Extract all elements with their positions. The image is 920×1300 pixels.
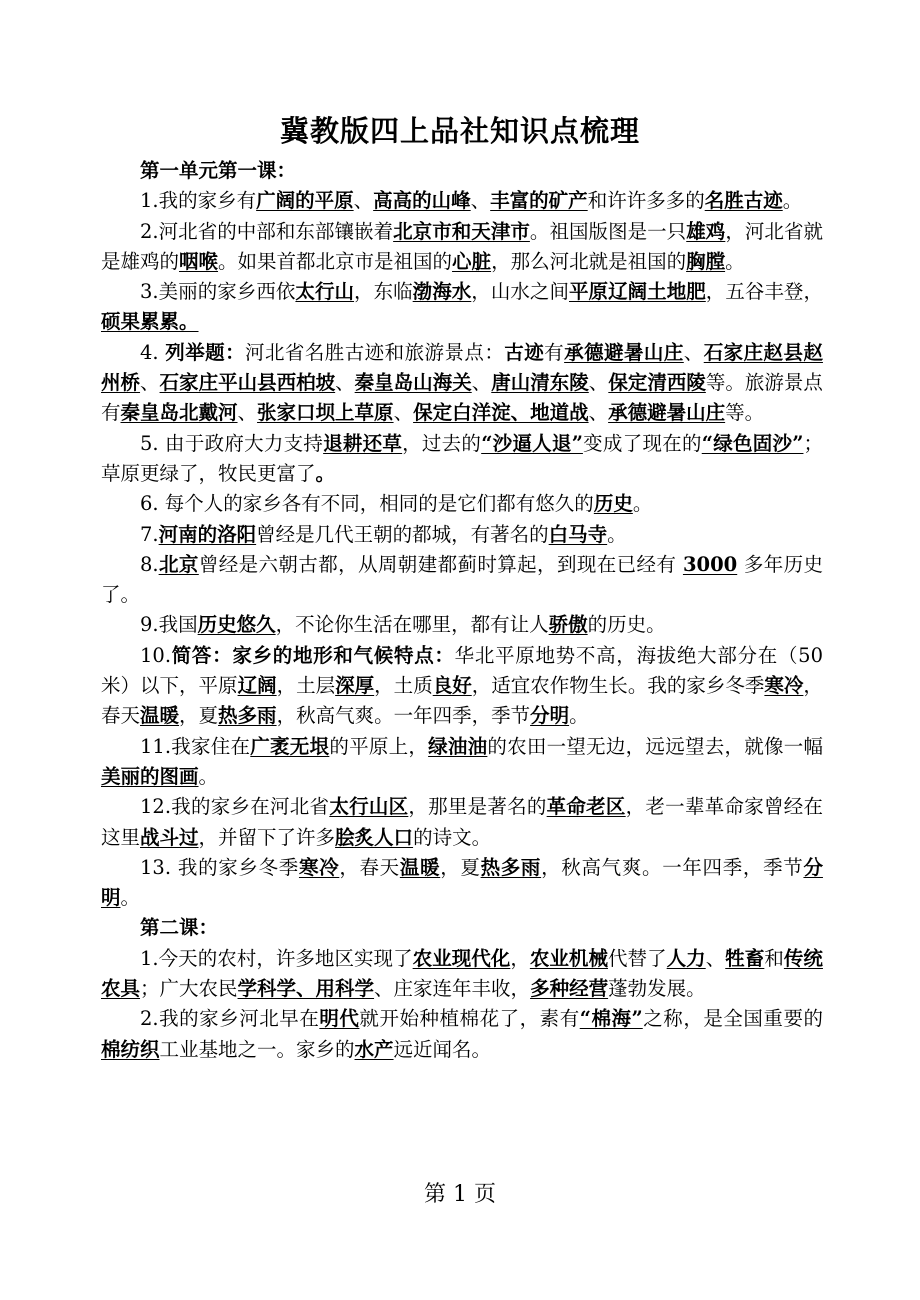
- text-run: ，秋高气爽。一年四季，季节: [276, 704, 531, 728]
- key-term: 退耕还草: [323, 431, 403, 455]
- key-term: 良好: [432, 674, 472, 698]
- text-run: 4.: [140, 340, 166, 364]
- text-run: 10.: [140, 643, 172, 667]
- text-run: 工业基地之一。家乡的: [159, 1037, 355, 1061]
- paragraph: [101, 277, 823, 338]
- key-term: 承德避暑山庄: [608, 401, 726, 425]
- key-term: 农业现代化: [412, 946, 511, 970]
- key-term: 深厚: [335, 674, 375, 698]
- key-term: 农业机械: [529, 946, 609, 970]
- key-term: 历史: [593, 492, 633, 516]
- text-run: ，夏: [440, 855, 481, 879]
- text-run: 、: [140, 371, 160, 395]
- key-term: 水产: [354, 1037, 394, 1061]
- paragraph: [101, 217, 823, 278]
- paragraph: [101, 186, 823, 216]
- page-title: 冀教版四上品社知识点梳理: [279, 114, 640, 148]
- key-term: “绿色固沙”: [701, 431, 804, 455]
- paragraph: [101, 520, 823, 550]
- text-run: 12.我的家乡在河北省: [140, 795, 330, 819]
- key-term: 雄鸡: [686, 219, 726, 243]
- text-run: 6. 每个人的家乡各有不同，相同的是它们都有悠久的: [140, 492, 594, 516]
- key-term: 北京市和天津市: [393, 219, 530, 243]
- text-run: 、: [705, 946, 726, 970]
- paragraph: [101, 853, 823, 914]
- text-run: ，过去的: [402, 431, 482, 455]
- text-run: 7.: [140, 522, 159, 546]
- text-run: 远近闻名。: [393, 1037, 492, 1061]
- key-term: “沙逼人退”: [481, 431, 583, 455]
- text-run: ，土质: [374, 674, 433, 698]
- key-term: 寒冷: [298, 855, 340, 879]
- text-run: ，东临: [354, 280, 413, 304]
- text-run: 。: [120, 886, 141, 910]
- text-run: 13. 我的家乡冬季: [140, 855, 299, 879]
- key-term: 明代: [319, 1007, 360, 1031]
- text-run: 5. 由于政府大力支持: [140, 431, 324, 455]
- page-number: 第 1 页: [424, 1182, 496, 1207]
- text-run: 河北省名胜古迹和旅游景点：: [245, 340, 505, 364]
- text-run: 、: [393, 401, 414, 425]
- paragraph: [101, 641, 823, 732]
- text-run: ，: [510, 946, 530, 970]
- key-term: 石家庄赵县赵州桥: [101, 340, 823, 395]
- section-heading: 第一单元第一课：: [140, 159, 297, 182]
- text-run: ，那么河北就是祖国的: [491, 249, 687, 273]
- bold-text: 列举题：: [165, 340, 246, 364]
- text-run: 。: [632, 492, 653, 516]
- key-term: 人力: [666, 946, 706, 970]
- section-heading: 第二课：: [140, 916, 219, 940]
- text-run: ，适宜农作物生长。我的家乡冬季: [471, 674, 765, 698]
- text-run: ，春天: [101, 674, 823, 728]
- text-run: ；广大农民: [140, 977, 238, 1001]
- text-run: 变成了现在的: [582, 431, 702, 455]
- key-term: 太行山: [295, 280, 355, 304]
- text-run: 、: [353, 189, 374, 213]
- key-term: 咽喉: [179, 249, 219, 273]
- text-run: 。: [725, 249, 745, 273]
- text-run: 代替了: [608, 946, 667, 970]
- text-run: 2.我的家乡河北早在: [140, 1007, 320, 1031]
- key-term: 革命老区: [546, 795, 626, 819]
- key-term: 保定白洋淀、地道战: [413, 401, 589, 425]
- text-run: 等。: [725, 401, 765, 425]
- text-run: 。祖国版图是一只: [529, 219, 687, 243]
- key-term: 多种经营: [530, 977, 609, 1001]
- text-run: 1.今天的农村，许多地区实现了: [140, 946, 413, 970]
- text-run: 、: [471, 371, 492, 395]
- text-run: 3.美丽的家乡西依: [140, 280, 296, 304]
- key-term: 分明: [101, 855, 823, 910]
- key-term: 石家庄平山县西柏坡: [159, 371, 336, 395]
- text-run: 、: [588, 371, 609, 395]
- paragraph: [101, 792, 823, 853]
- text-run: ，老一辈革命家曾经在这里: [101, 795, 823, 849]
- key-term: 秦皇岛北戴河: [120, 401, 238, 425]
- key-term: 张家口坝上草原: [257, 401, 394, 425]
- key-term: 绿油油: [428, 734, 488, 758]
- text-run: 的平原上，: [329, 734, 429, 758]
- paragraph: [101, 550, 823, 611]
- key-term: 唐山清东陵: [491, 371, 589, 395]
- text-run: ，那里是著名的: [408, 795, 547, 819]
- key-term: 牲畜: [725, 946, 765, 970]
- text-run: 11.我家住在: [140, 734, 251, 758]
- key-term: 广阔的平原: [256, 189, 354, 213]
- text-run: 和: [764, 946, 784, 970]
- key-term: 美丽的图画: [101, 764, 199, 788]
- key-term: 热多雨: [218, 704, 277, 728]
- key-term: 棉纺织: [101, 1037, 160, 1061]
- text-run: ，五谷丰登，: [705, 280, 823, 304]
- text-run: 。如果首都北京市是祖国的: [218, 249, 453, 273]
- text-run: 2.河北省的中部和东部镶嵌着: [140, 219, 394, 243]
- text-run: ，春天: [339, 855, 400, 879]
- text-run: 曾经是几代王朝的都城，有著名的: [256, 522, 549, 546]
- text-run: ；草原更绿了，牧民更富了: [101, 431, 823, 485]
- text-run: 多年历史了。: [101, 552, 824, 607]
- key-term: 学科学、用科学: [237, 977, 375, 1001]
- key-term: 热多雨: [480, 855, 542, 879]
- key-term: 名胜古迹: [704, 189, 783, 213]
- key-term: 历史悠久: [197, 613, 276, 637]
- document-body: [101, 156, 823, 1065]
- key-term: 北京: [158, 552, 199, 576]
- text-run: 的诗文。: [413, 825, 492, 849]
- key-term: 承德避暑山庄: [564, 340, 684, 364]
- key-term: 战斗过: [140, 825, 199, 849]
- text-run: 、庄家连年丰收，: [374, 977, 531, 1001]
- text-run: 蓬勃发展。: [608, 977, 706, 1001]
- text-run: 曾经是六朝古都，从周朝建都蓟时算起，到现在已经有: [198, 552, 683, 576]
- key-term: 脍炙人口: [335, 825, 414, 849]
- text-run: 。: [607, 522, 627, 546]
- key-term: 辽阔: [237, 674, 277, 698]
- key-term: 心脏: [452, 249, 492, 273]
- key-term: 河南的洛阳: [158, 522, 257, 546]
- text-run: 。: [198, 764, 219, 788]
- text-run: 、: [237, 401, 258, 425]
- key-term: 寒冷: [764, 674, 804, 698]
- key-term: 秦皇岛山海关: [354, 371, 472, 395]
- key-term: “棉海”: [579, 1007, 643, 1031]
- paragraph: [101, 1004, 823, 1065]
- paragraph: [101, 610, 823, 640]
- bold-text: 。: [315, 461, 336, 485]
- key-term: 丰富的矿产: [490, 189, 588, 213]
- text-run: 、: [335, 371, 355, 395]
- text-run: ，土层: [276, 674, 336, 698]
- key-term: 高高的山峰: [373, 189, 471, 213]
- text-run: 9.我国: [140, 613, 198, 637]
- text-run: ，河北省就是雄鸡的: [101, 219, 823, 273]
- text-run: 8.: [140, 552, 159, 576]
- key-term: 保定清西陵: [608, 371, 706, 395]
- key-term: 白马寺: [548, 522, 608, 546]
- text-run: ，山水之间: [471, 280, 569, 304]
- text-run: 和许许多多的: [587, 189, 705, 213]
- text-run: 华北平原地势不高，海拔绝大部分在（50 米）以下，平原: [101, 643, 823, 698]
- key-term: 分明: [530, 704, 570, 728]
- text-run: 之称，是全国重要的: [642, 1007, 823, 1031]
- text-run: ，夏: [179, 704, 219, 728]
- paragraph: [101, 338, 823, 429]
- bold-text: 简答：家乡的地形和气候特点：: [171, 643, 455, 667]
- key-term: 硕果累累。: [101, 310, 199, 334]
- key-term: 温暖: [140, 704, 180, 728]
- key-term: 胸膛: [686, 249, 726, 273]
- paragraph: [101, 429, 823, 490]
- paragraph: [101, 944, 823, 1005]
- key-term: 传统农具: [101, 946, 823, 1001]
- key-term: 广袤无垠: [250, 734, 330, 758]
- key-term: 渤海水: [412, 280, 472, 304]
- text-run: ，并留下了许多: [198, 825, 336, 849]
- text-run: 、: [588, 401, 609, 425]
- text-run: 。: [782, 189, 803, 213]
- text-run: ，不论你生活在哪里，都有让人: [275, 613, 549, 637]
- text-run: 、: [470, 189, 491, 213]
- paragraph: [101, 732, 823, 793]
- text-run: 的农田一望无边，远远望去，就像一幅: [487, 734, 823, 758]
- text-run: 就开始种植棉花了，素有: [359, 1007, 580, 1031]
- text-run: ，秋高气爽。一年四季，季节: [541, 855, 804, 879]
- key-term: 3000: [682, 552, 738, 576]
- text-run: 。: [569, 704, 589, 728]
- text-run: 、: [683, 340, 704, 364]
- key-term: 温暖: [399, 855, 441, 879]
- key-term: 平原辽阔土地肥: [569, 280, 706, 304]
- bold-text: 古迹: [504, 340, 545, 364]
- key-term: 骄傲: [548, 613, 588, 637]
- text-run: 的历史。: [587, 613, 666, 637]
- text-run: 等。旅游景点有: [101, 371, 823, 425]
- text-run: 1.我的家乡有: [140, 189, 257, 213]
- paragraph: [101, 489, 823, 519]
- key-term: 太行山区: [329, 795, 409, 819]
- text-run: 有: [544, 340, 565, 364]
